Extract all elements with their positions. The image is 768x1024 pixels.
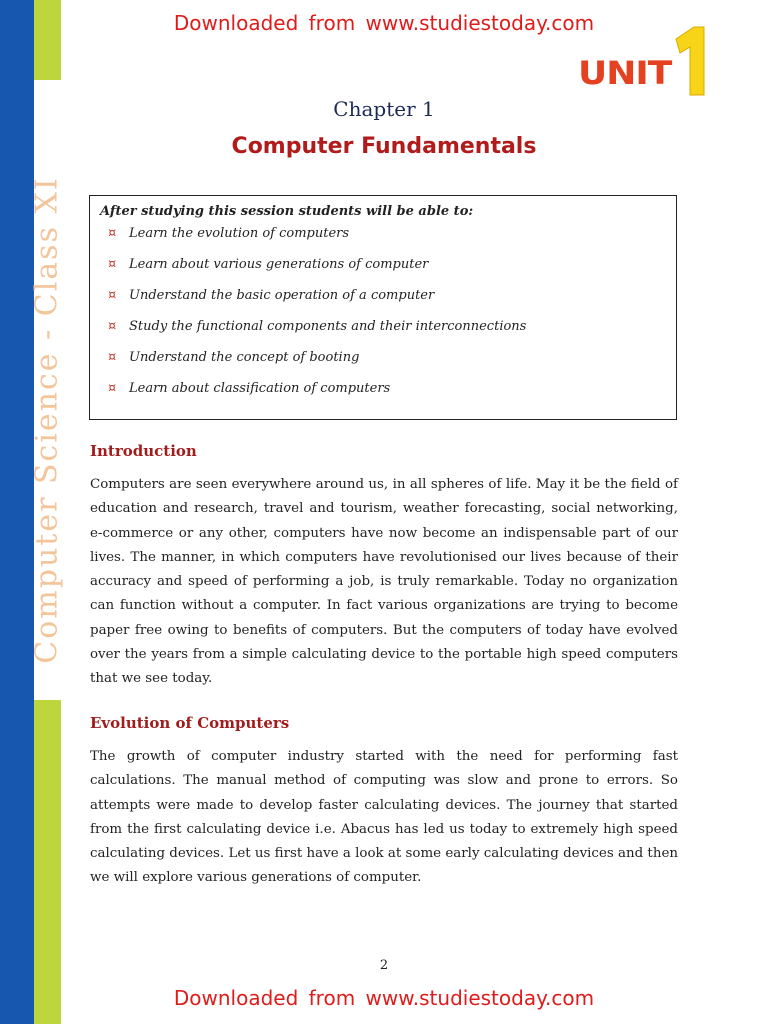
watermark-bottom: Downloaded from www.studiestoday.com (173, 986, 595, 1010)
section-heading-evolution: Evolution of Computers (90, 714, 290, 732)
list-item (100, 287, 666, 318)
unit-number-graphic (674, 25, 706, 97)
objective-text: Understand the basic operation of a computer (129, 288, 435, 303)
section-heading-introduction: Introduction (90, 442, 197, 460)
objective-text: Learn the evolution of computers (129, 226, 350, 241)
objectives-heading: After studying this session students will be able to: (100, 204, 474, 219)
objective-text: Understand the concept of booting (129, 350, 360, 365)
list-item (100, 225, 666, 256)
objectives-box (89, 195, 677, 420)
bullet-icon: ¤ (108, 319, 117, 334)
bullet-icon: ¤ (108, 226, 117, 241)
objective-text: Study the functional components and their interconnections (129, 319, 527, 334)
list-item (100, 349, 666, 380)
unit-label: UNIT (578, 55, 672, 92)
chapter-title: Computer Fundamentals (231, 134, 537, 159)
list-item (100, 256, 666, 287)
page-number: 2 (379, 958, 389, 973)
section-body-introduction: Computers are seen everywhere around us, in all spheres of life. May it be the field of education and research, travel and tourism, weather forecasting, social networking, e-commerce or any other, computers have now become an indispensable part of our lives. The manner, in which computers have revolutionised our lives because of their accuracy and speed of performing a job, is truly remarkable. Today no organization can function without a computer. In fact various organizations are trying to become paper free owing to benefits of computers. But the computers of today have evolved over the years from a simple calculating device to the portable high speed computers that we see today. (90, 477, 678, 687)
green-strip-bottom (34, 700, 61, 1024)
section-body-evolution: The growth of computer industry started with the need for performing fast calculations. The manual method of computing was slow and prone to errors. So attempts were made to develop faster calculating devices. The journey that started from the first calculating device i.e. Abacus has led us today to extremely high speed calculating devices. Let us first have a look at some early calculating devices and then we will explore various generations of computer. (90, 749, 678, 886)
bullet-icon: ¤ (108, 381, 117, 396)
objective-text: Learn about various generations of computer (129, 257, 429, 272)
watermark-top: Downloaded from www.studiestoday.com (173, 11, 595, 35)
bullet-icon: ¤ (108, 288, 117, 303)
objectives-list (100, 225, 666, 411)
bullet-icon: ¤ (108, 257, 117, 272)
chapter-label: Chapter 1 (333, 97, 435, 121)
list-item (100, 380, 666, 411)
bullet-icon: ¤ (108, 350, 117, 365)
list-item (100, 318, 666, 349)
objective-text: Learn about classification of computers (129, 381, 391, 396)
unit-logo (578, 25, 708, 97)
side-vertical-title: Computer Science - Class XI (29, 176, 65, 664)
